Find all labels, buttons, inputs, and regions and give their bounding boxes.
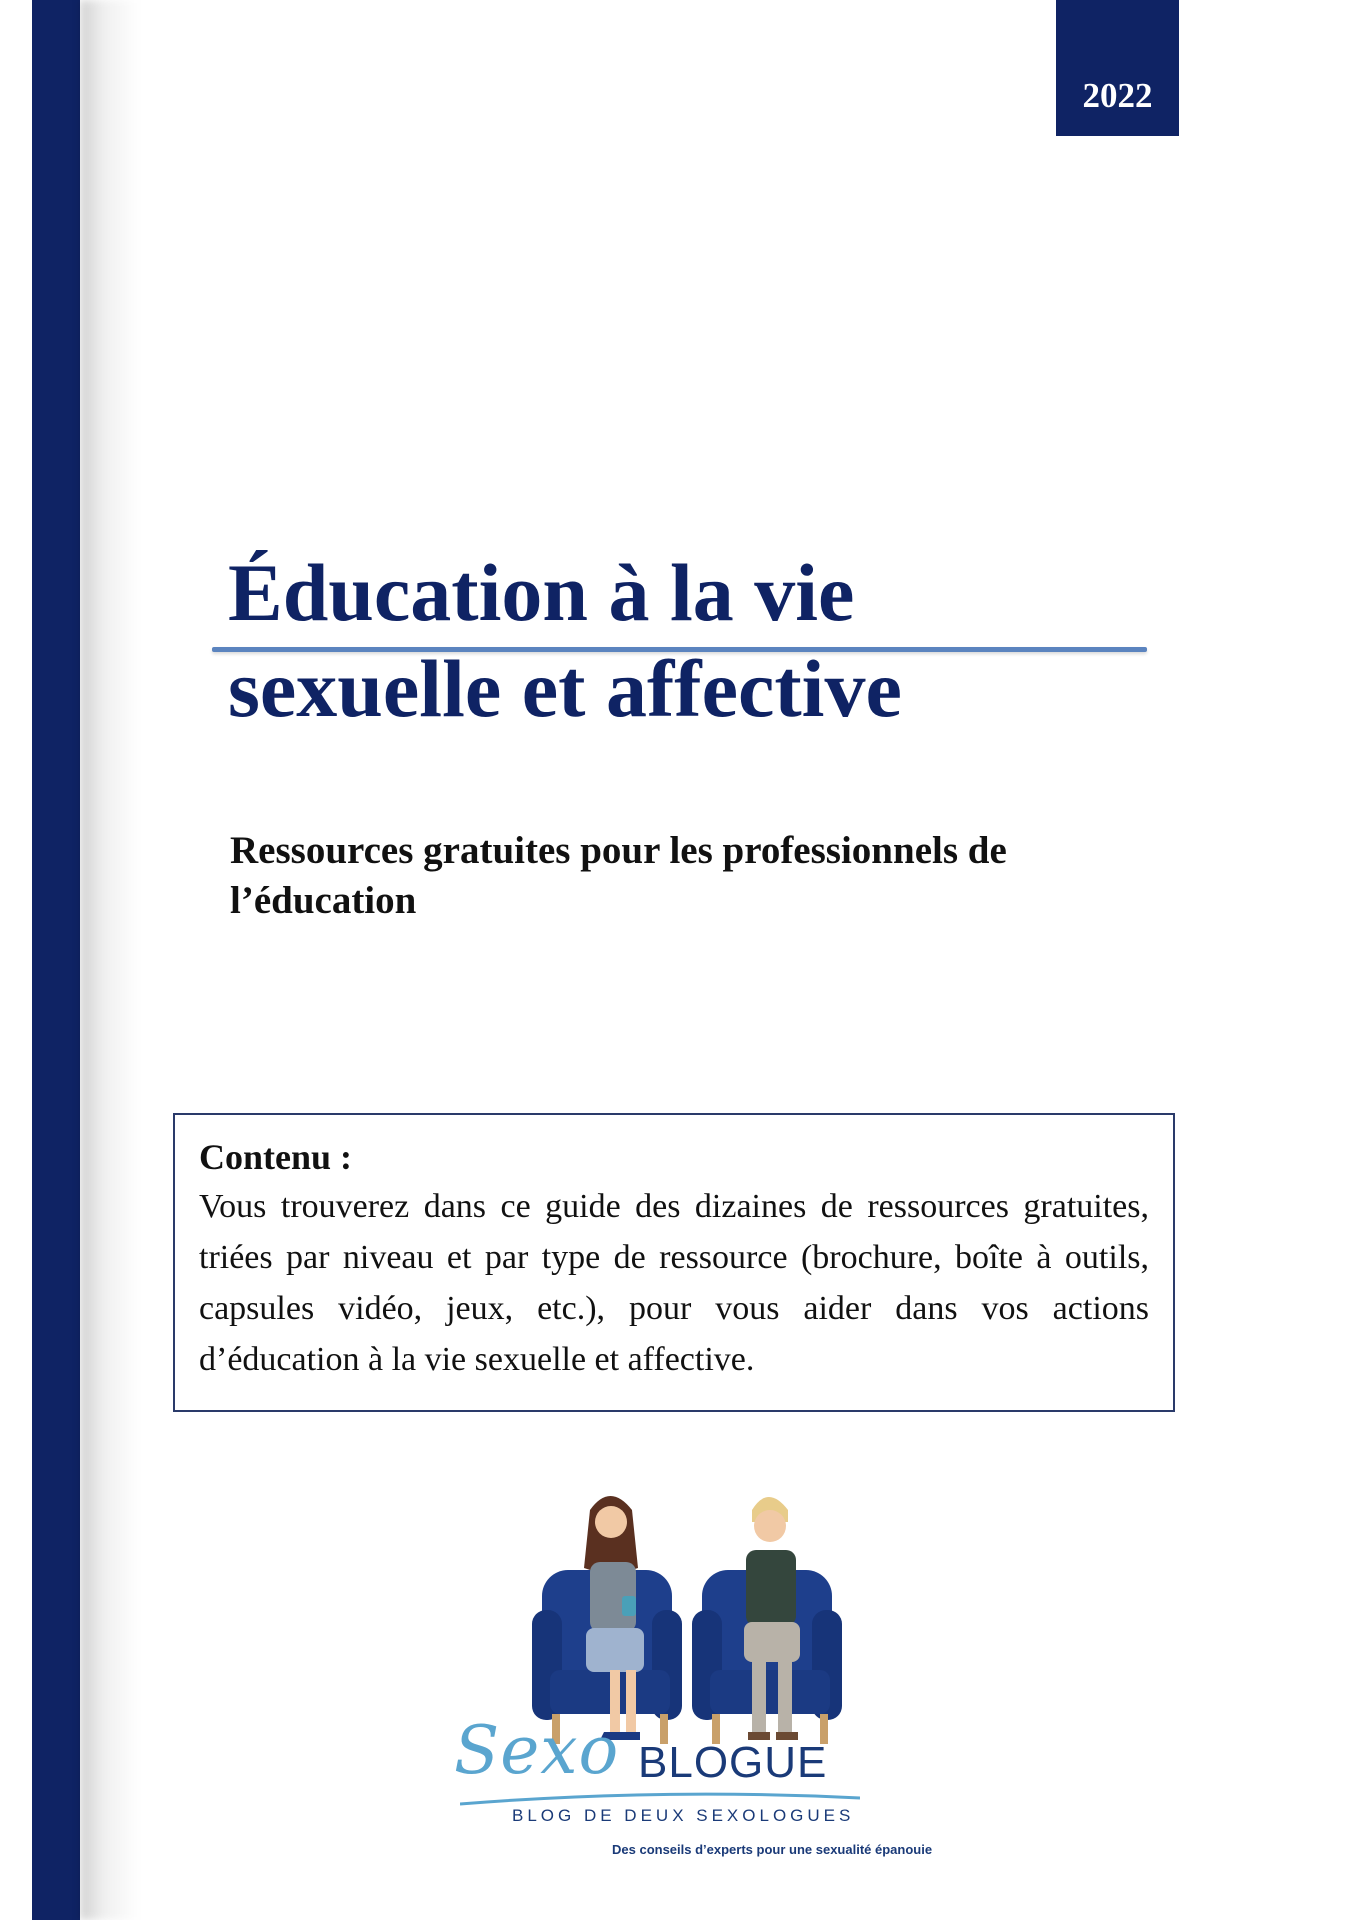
logo-script-text: Sexo bbox=[454, 1712, 620, 1789]
title-line-1: Éducation à la vie bbox=[228, 547, 855, 638]
title-line-2: sexuelle et affective bbox=[228, 643, 902, 734]
document-title bbox=[228, 545, 1148, 737]
subtitle-line-1: Ressources gratuites pour les professionnels de bbox=[230, 829, 1007, 872]
content-summary-box bbox=[173, 1113, 1175, 1412]
content-text: Vous trouverez dans ce guide des dizaines de ressources gratuites, triées par niveau et par type de ressource (brochure, boîte à outils, capsules vidéo, jeux, etc.), pour vous aider dans vos actions d’éducation à la vie sexuelle et affective. bbox=[199, 1188, 1149, 1378]
sexoblogue-logo bbox=[440, 1480, 1000, 1880]
subtitle-line-2: l’éducation bbox=[230, 879, 417, 922]
left-bar-shadow bbox=[80, 0, 140, 1920]
content-heading: Contenu : bbox=[199, 1137, 353, 1177]
year-badge bbox=[1056, 0, 1179, 136]
logo-swoosh bbox=[460, 1788, 860, 1808]
left-accent-bar bbox=[32, 0, 80, 1920]
logo-tagline: BLOG DE DEUX SEXOLOGUES bbox=[512, 1806, 855, 1825]
logo-wordmark: BLOGUE bbox=[638, 1738, 828, 1787]
document-subtitle bbox=[230, 826, 1190, 926]
year-text: 2022 bbox=[1082, 76, 1153, 115]
logo-slogan: Des conseils d’experts pour une sexualité épanouie bbox=[612, 1842, 933, 1857]
